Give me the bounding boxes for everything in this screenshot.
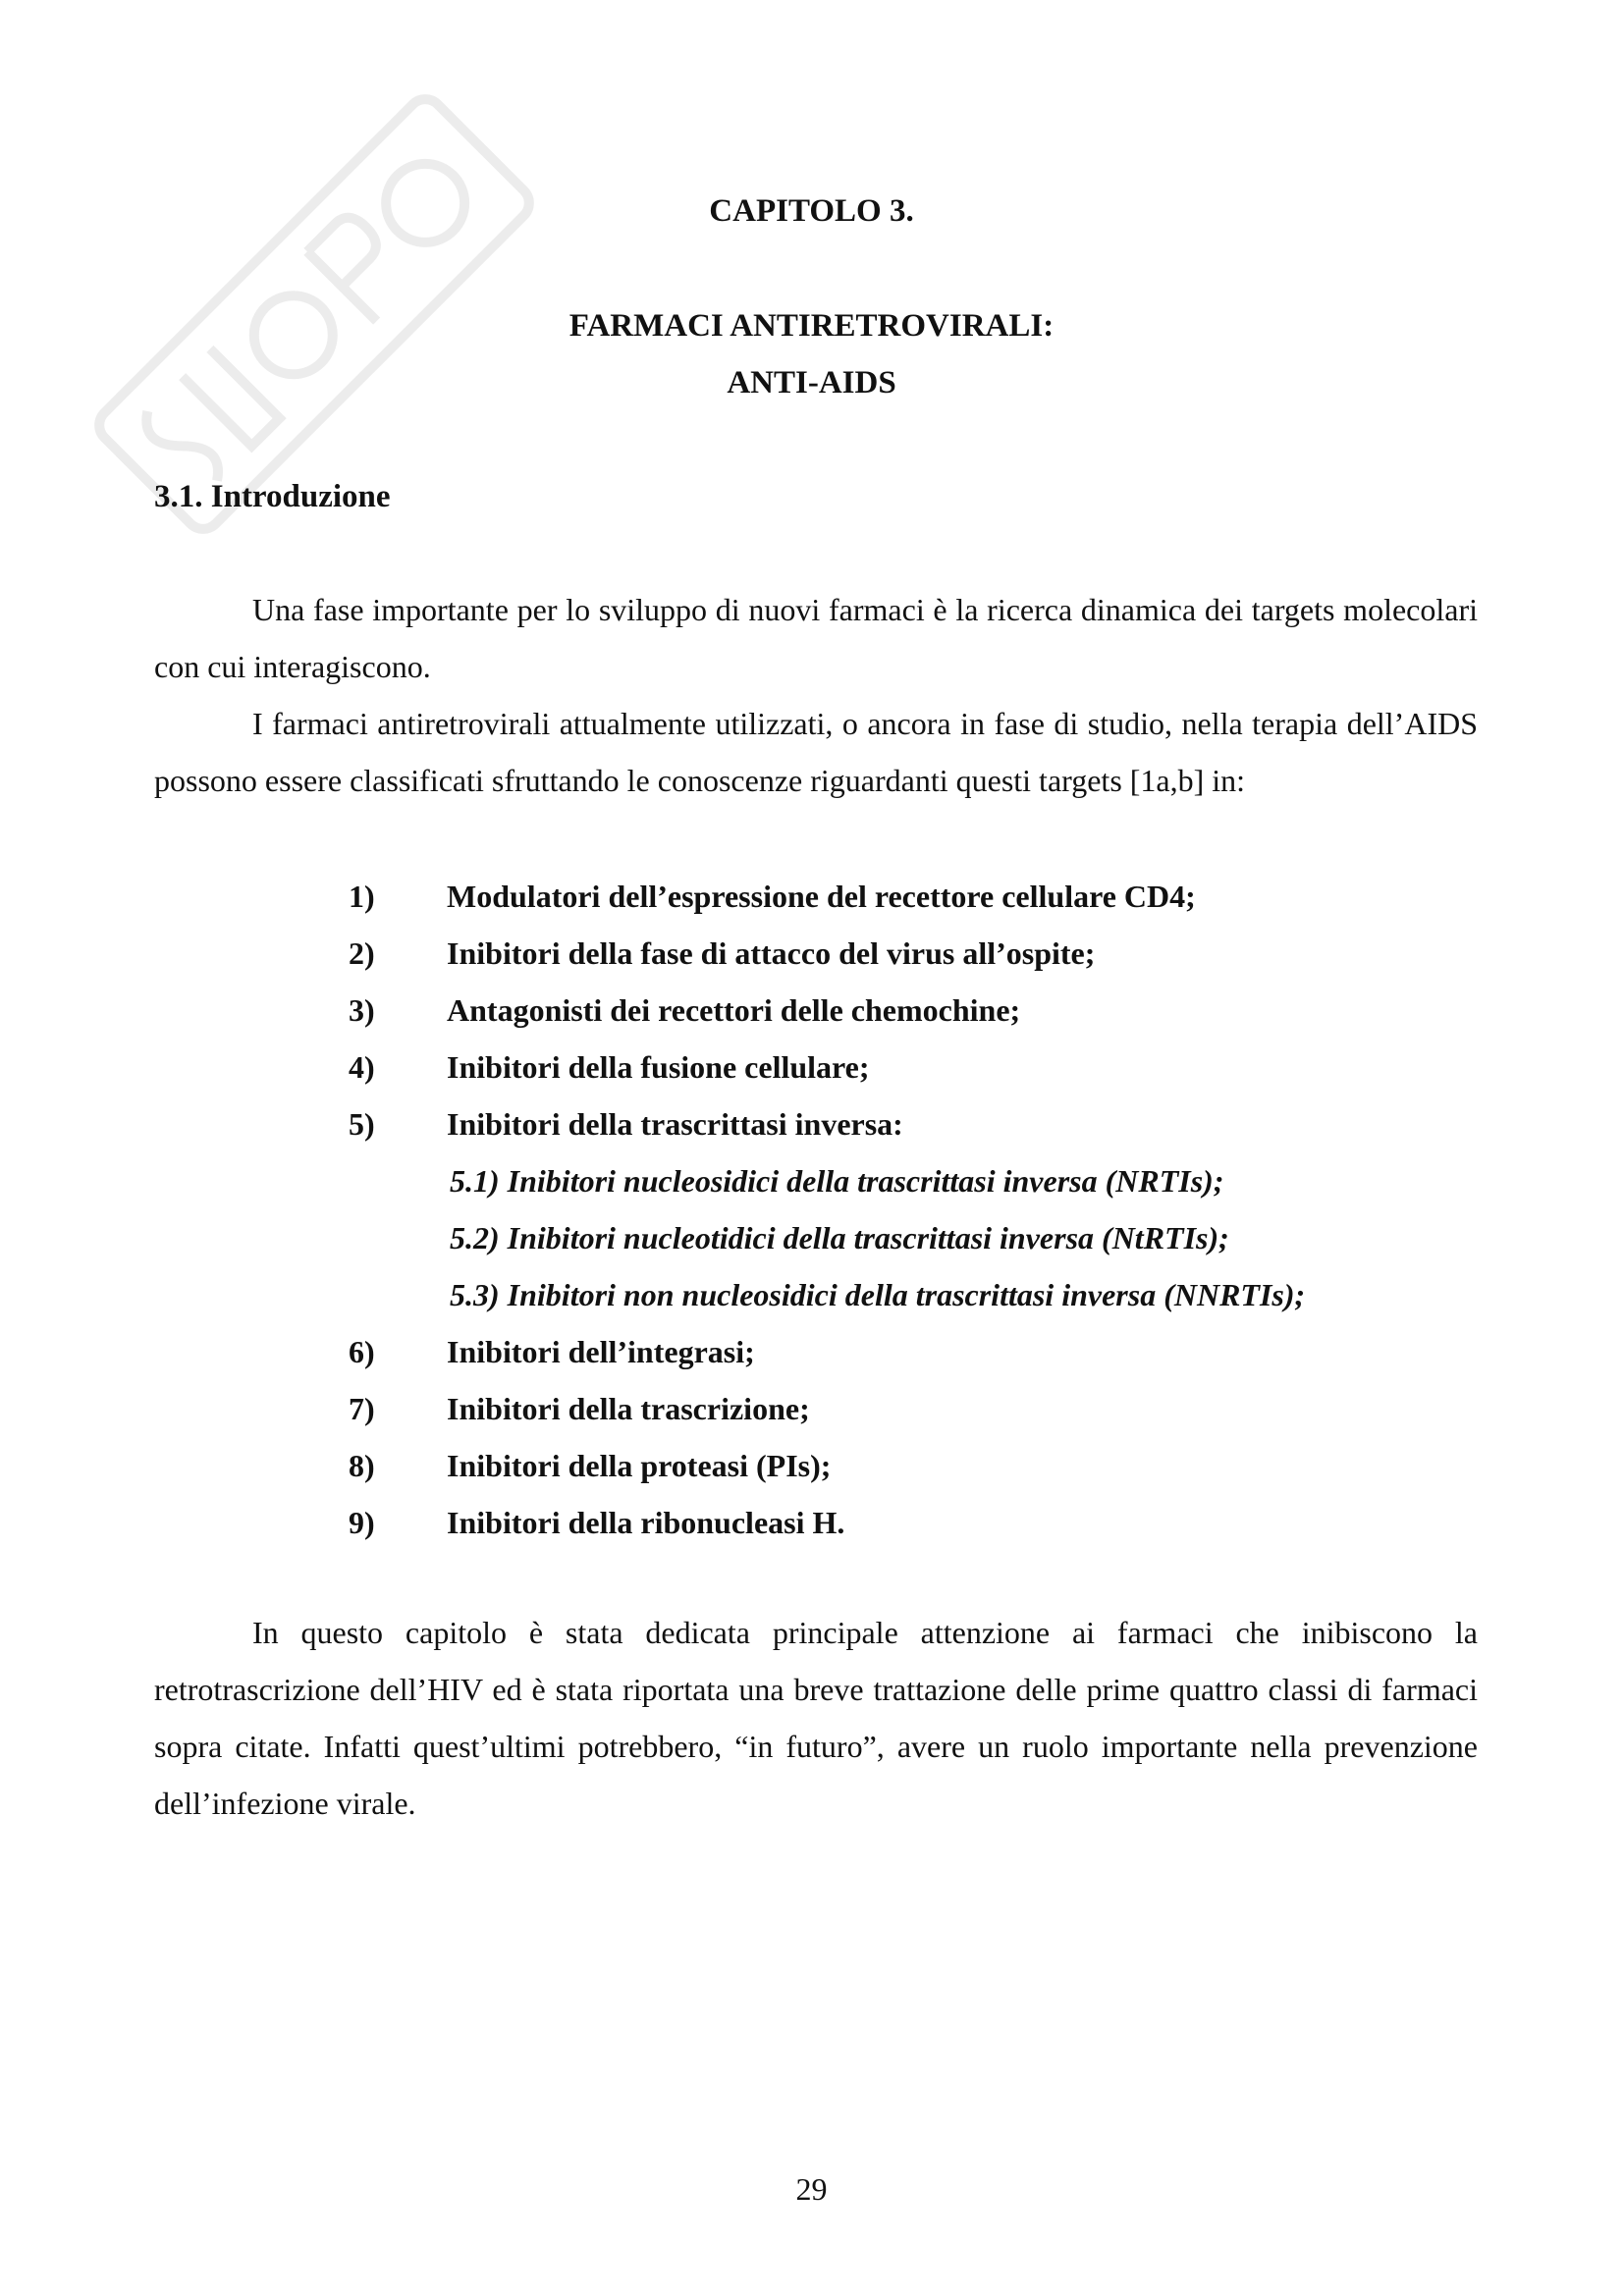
- list-item-number: 1): [349, 879, 375, 914]
- chapter-title-line-2: ANTI-AIDS: [727, 365, 896, 400]
- list-item-text: Inibitori della ribonucleasi H.: [447, 1505, 845, 1540]
- intro-paragraph-2: I farmaci antiretrovirali attualmente utilizzati, o ancora in fase di studio, nella terapia dell’AIDS possono essere classificati sfruttando le conoscenze riguardanti questi targets [1a,b] in:: [154, 706, 1478, 798]
- list-subitem-text: 5.1) Inibitori nucleosidici della trascrittasi inversa (NRTIs);: [450, 1163, 1224, 1199]
- list-subitem-text: 5.2) Inibitori nucleotidici della trascrittasi inversa (NtRTIs);: [450, 1220, 1229, 1255]
- list-item-number: 8): [349, 1448, 375, 1483]
- list-item: [0, 925, 1623, 982]
- list-item-number: 6): [349, 1334, 375, 1369]
- list-item-number: 9): [349, 1505, 375, 1540]
- list-item-text: Antagonisti dei recettori delle chemochine;: [447, 992, 1021, 1028]
- chapter-title-line-1: FARMACI ANTIRETROVIRALI:: [568, 308, 1055, 344]
- list-item-text: Inibitori dell’integrasi;: [447, 1334, 755, 1369]
- list-item-text: Inibitori della proteasi (PIs);: [447, 1448, 832, 1483]
- list-subitem: [0, 1266, 1623, 1323]
- list-item-number: 2): [349, 935, 375, 971]
- list-item-text: Modulatori dell’espressione del recettore cellulare CD4;: [447, 879, 1196, 914]
- list-item: [0, 1437, 1623, 1494]
- list-item: [0, 1039, 1623, 1095]
- list-item-number: 7): [349, 1391, 375, 1426]
- closing-paragraph: In questo capitolo è stata dedicata principale attenzione ai farmaci che inibiscono la retrotrascrizione dell’HIV ed è stata riportata una breve trattazione delle prime quattro classi di farmaci sopra citate. Infatti quest’ultimi potrebbero, “in futuro”, avere un ruolo importante nella prevenzione dell’infezione virale.: [154, 1615, 1478, 1821]
- target-classes-list: [0, 868, 1623, 1551]
- list-item: [0, 1380, 1623, 1437]
- list-item-number: 4): [349, 1049, 375, 1085]
- intro-paragraph-1: Una fase importante per lo sviluppo di nuovi farmaci è la ricerca dinamica dei targets molecolari con cui interagiscono.: [154, 592, 1478, 684]
- list-subitem: [0, 1209, 1623, 1266]
- list-item-text: Inibitori della trascrittasi inversa:: [447, 1106, 903, 1142]
- chapter-number: CAPITOLO 3.: [709, 193, 914, 229]
- page-number: 29: [795, 2171, 828, 2207]
- list-item-text: Inibitori della fase di attacco del virus all’ospite;: [447, 935, 1096, 971]
- list-item-text: Inibitori della trascrizione;: [447, 1391, 810, 1426]
- list-subitem-text: 5.3) Inibitori non nucleosidici della trascrittasi inversa (NNRTIs);: [450, 1277, 1306, 1312]
- list-item-text: Inibitori della fusione cellulare;: [447, 1049, 870, 1085]
- list-item: [0, 1494, 1623, 1551]
- list-item-number: 5): [349, 1106, 375, 1142]
- list-item: [0, 1095, 1623, 1152]
- list-item: [0, 868, 1623, 925]
- list-item-number: 3): [349, 992, 375, 1028]
- list-item: [0, 1323, 1623, 1380]
- list-subitem: [0, 1152, 1623, 1209]
- list-item: [0, 982, 1623, 1039]
- section-heading: 3.1. Introduzione: [154, 479, 391, 514]
